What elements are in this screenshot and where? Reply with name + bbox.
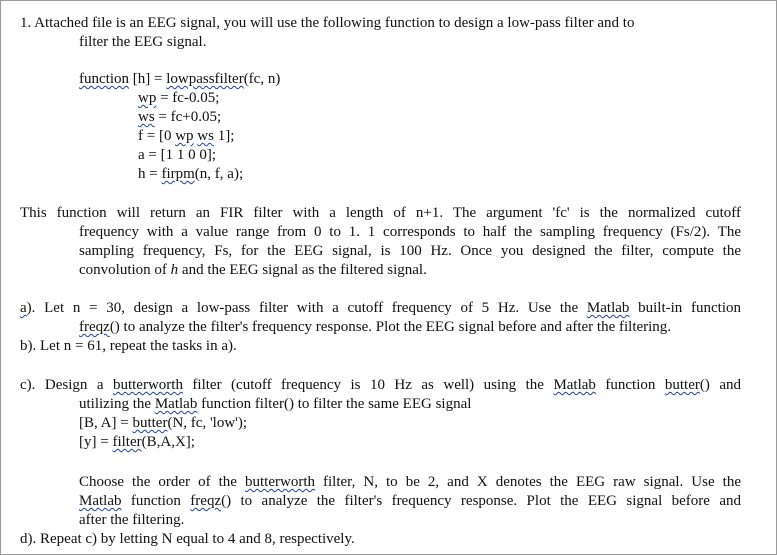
code-line-a: a = [1 1 0 0]; (138, 147, 217, 163)
part-c-line-5 (79, 473, 741, 491)
paragraph-line-2-text: frequency with a value range from 0 to 1. 1 corresponds to half the sampling frequency (Fs/2). The (79, 224, 741, 240)
part-c-butter: butter (664, 377, 700, 393)
paragraph-line-3 (79, 242, 741, 260)
code-signature-text: [h] = (129, 71, 167, 87)
part-c-text-4: () and (699, 377, 741, 393)
part-c-code-butter (79, 414, 247, 432)
code-line-f (138, 127, 234, 145)
part-c-butterworth: butterworth (112, 377, 183, 393)
part-c-text-2: filter (cutoff frequency is 10 Hz as well) using the (182, 377, 554, 393)
part-c-text-6: function filter() to filter the same EEG signal (197, 396, 472, 412)
code-h-start: h = (138, 166, 162, 182)
part-c-freqz: freqz (190, 493, 222, 509)
part-c-matlab: Matlab (553, 377, 596, 393)
part-c-matlab-3: Matlab (79, 493, 122, 509)
part-c-matlab-2: Matlab (154, 396, 198, 412)
part-c-text-1: c). Design a (20, 377, 113, 393)
part-c-code-butter-a: [B, A] = (79, 415, 133, 431)
code-f-start: f = [0 (138, 128, 176, 144)
code-function-name: lowpassfilter (166, 71, 244, 87)
part-c-line-5-content (79, 474, 741, 490)
part-c-line-1 (20, 376, 741, 394)
part-c-line-2 (79, 395, 471, 413)
code-line-wp (138, 89, 219, 107)
part-a-letter: a (20, 300, 27, 316)
part-c-code-filter-b: (B,A,X]; (141, 434, 195, 450)
question-1-line-1-text: 1. Attached file is an EEG signal, you will use the following function to design a low-pass filter and to (20, 15, 635, 31)
paragraph-line-2 (79, 223, 741, 241)
code-ws-expr: = fc+0.05; (154, 109, 222, 125)
code-firpm: firpm (161, 166, 195, 182)
question-1-line-1 (20, 14, 741, 32)
part-c-text-7: Choose the order of the (79, 474, 245, 490)
part-c-text-10: () to analyze the filter's frequency response. Plot the EEG signal before and (221, 493, 742, 509)
code-f-wp: wp (175, 128, 194, 144)
code-line-h (138, 165, 243, 183)
part-a-freqz: freqz (79, 319, 110, 335)
paragraph-line-4-b: and the EEG signal as the filtered signal. (178, 262, 427, 278)
part-c-code-filter (79, 433, 195, 451)
part-a-line-1 (20, 299, 741, 317)
code-var-ws: ws (138, 109, 155, 125)
code-var-wp: wp (138, 90, 157, 106)
part-c-text-8: filter, N, to be 2, and X denotes the EEG raw signal. Use the (314, 474, 741, 490)
paragraph-line-4 (79, 261, 427, 279)
part-a-matlab: Matlab (586, 300, 630, 316)
code-line-ws (138, 108, 221, 126)
part-a-line-1-content (20, 300, 741, 316)
part-c-line-7: after the filtering. (79, 512, 185, 528)
part-a-line-2 (79, 318, 671, 336)
part-c-butterworth-2: butterworth (245, 474, 315, 490)
part-a-text-2: built-in function (629, 300, 741, 316)
part-c-line-6 (79, 492, 741, 510)
code-f-ws: ws (197, 128, 214, 144)
question-1-line-2: filter the EEG signal. (79, 34, 207, 50)
paragraph-line-1 (20, 204, 741, 222)
part-c-code-filter-fn: filter (112, 434, 142, 450)
code-wp-expr: = fc-0.05; (156, 90, 220, 106)
part-c-text-9: function (121, 493, 191, 509)
part-c-code-butter-b: (N, fc, 'low'); (167, 415, 248, 431)
part-d-line: d). Repeat c) by letting N equal to 4 and 8, respectively. (20, 531, 355, 547)
code-function-signature (79, 70, 280, 88)
code-keyword-function: function (79, 71, 129, 87)
part-c-code-filter-a: [y] = (79, 434, 113, 450)
code-h-end: (n, f, a); (194, 166, 244, 182)
paragraph-line-4-a: convolution of (79, 262, 171, 278)
part-c-text-5: utilizing the (79, 396, 155, 412)
paragraph-var-h: h (170, 262, 179, 278)
part-a-text-3: () to analyze the filter's frequency response. Plot the EEG signal before and after the filtering. (109, 319, 672, 335)
code-f-end: 1]; (213, 128, 235, 144)
part-a-text-1: ). Let n = 30, design a low-pass filter with a cutoff frequency of 5 Hz. Use the (26, 300, 587, 316)
code-function-args: (fc, n) (243, 71, 281, 87)
part-c-line-1-content (20, 377, 741, 393)
part-c-code-butter-fn: butter (132, 415, 168, 431)
part-c-line-6-content (79, 493, 741, 509)
paragraph-line-1-text: This function will return an FIR filter with a length of n+1. The argument 'fc' is the normalized cutoff (20, 205, 741, 221)
paragraph-line-3-text: sampling frequency, Fs, for the EEG signal, is 100 Hz. Once you designed the filter, compute the (79, 243, 741, 259)
part-b-line: b). Let n = 61, repeat the tasks in a). (20, 338, 237, 354)
part-c-text-3: function (595, 377, 665, 393)
